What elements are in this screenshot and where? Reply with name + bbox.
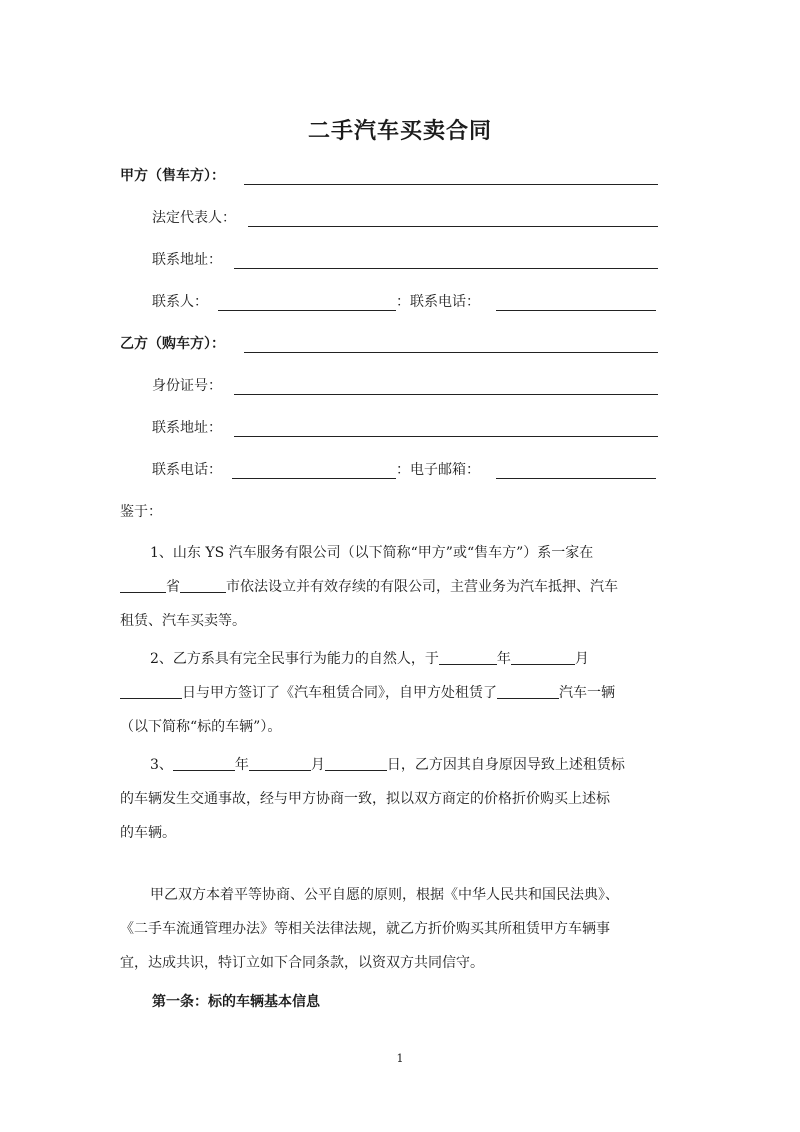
province-blank[interactable] [120,576,166,593]
party-a-phone-row [396,290,480,314]
clause-3-line-1 [120,748,660,782]
party-a-name-blank[interactable] [244,184,658,185]
province-label: 省 [166,579,180,595]
preamble-line-1: 甲乙双方本着平等协商、公平自愿的原则，根据《中华人民共和国民法典》、 [150,887,619,903]
party-b-phone-row [152,458,222,482]
document-title: 二手汽车买卖合同 [307,118,492,144]
clause-2-line-2 [120,676,660,710]
article-1-label: 第一条：标的车辆基本信息 [152,994,320,1010]
clause-2-year-label: 年 [496,651,511,667]
clause-3-prefix: 3、 [150,757,173,773]
id-number-blank[interactable] [234,394,658,395]
party-b-address-blank[interactable] [234,436,658,437]
whereas-clause-1 [120,536,660,638]
clause-2-line-1 [120,642,660,676]
car-model-blank[interactable] [497,682,559,699]
party-a-phone-label: ：联系电话： [396,294,480,310]
contact-person-blank[interactable] [218,310,396,311]
party-b-address-label: 联系地址： [152,420,222,436]
clause-1-line-2-text: 市依法设立并有效存续的有限公司，主营业务为汽车抵押、汽车 [226,579,618,595]
clause-3-year-label: 年 [234,757,249,773]
clause-3-line-3: 的车辆。 [120,825,176,841]
email-blank[interactable] [496,478,656,479]
clause-2-line-3: （以下简称“标的车辆”）。 [120,719,282,735]
party-a-heading [120,164,225,188]
clause-3-line-2: 的车辆发生交通事故，经与甲方协商一致，拟以双方商定的价格折价购买上述标 [120,791,610,807]
clause-2-year-blank[interactable] [439,648,497,665]
legal-rep-blank[interactable] [248,226,658,227]
contact-person-label: 联系人： [152,294,208,310]
whereas-heading [120,500,162,524]
clause-2-month-blank[interactable] [511,648,575,665]
clause-1-line-1: 1、山东 YS 汽车服务有限公司（以下简称“甲方”或“售车方”）系一家在 [150,545,594,561]
clause-2-car-text: 汽车一辆 [559,685,615,701]
article-1-heading [152,990,320,1014]
party-a-contact-row [152,290,208,314]
page-number: 1 [396,1052,404,1065]
legal-rep-label: 法定代表人： [152,210,236,226]
whereas-label: 鉴于： [120,504,162,520]
party-b-address-row [152,416,222,440]
party-b-label: 乙方（购车方）： [120,336,225,352]
clause-3-year-blank[interactable] [173,754,235,771]
party-b-heading [120,332,225,356]
clause-2-prefix: 2、乙方系具有完全民事行为能力的自然人，于 [150,651,439,667]
clause-3-month-label: 月 [310,757,325,773]
preamble-line-3: 宜，达成共识，特订立如下合同条款，以资双方共同信守。 [120,955,484,971]
clause-3-month-blank[interactable] [249,754,311,771]
whereas-clause-2 [120,642,660,744]
clause-2-day-blank[interactable] [120,682,182,699]
clause-3-day-text: 日，乙方因其自身原因导致上述租赁标 [386,757,625,773]
party-a-phone-blank[interactable] [496,310,656,311]
clause-2-month-label: 月 [574,651,589,667]
email-label: ：电子邮箱： [396,462,480,478]
whereas-clause-3 [120,748,660,850]
party-a-address-row [152,248,222,272]
legal-rep-row [152,206,236,230]
party-a-label: 甲方（售车方）： [120,168,225,184]
id-number-label: 身份证号： [152,378,222,394]
clause-2-day-text: 日与甲方签订了《汽车租赁合同》，自甲方处租赁了 [182,685,497,701]
party-b-phone-blank[interactable] [232,478,396,479]
preamble-line-2: 《二手车流通管理办法》等相关法律法规，就乙方折价购买其所租赁甲方车辆事 [120,921,610,937]
party-a-address-blank[interactable] [234,268,658,269]
party-b-phone-label: 联系电话： [152,462,222,478]
clause-1-line-3: 租赁、汽车买卖等。 [120,613,246,629]
clause-1-line-2 [120,570,660,604]
party-a-address-label: 联系地址： [152,252,222,268]
city-blank[interactable] [180,576,226,593]
email-row [396,458,480,482]
preamble [120,878,660,980]
clause-3-day-blank[interactable] [325,754,387,771]
id-number-row [152,374,222,398]
party-b-name-blank[interactable] [244,352,658,353]
